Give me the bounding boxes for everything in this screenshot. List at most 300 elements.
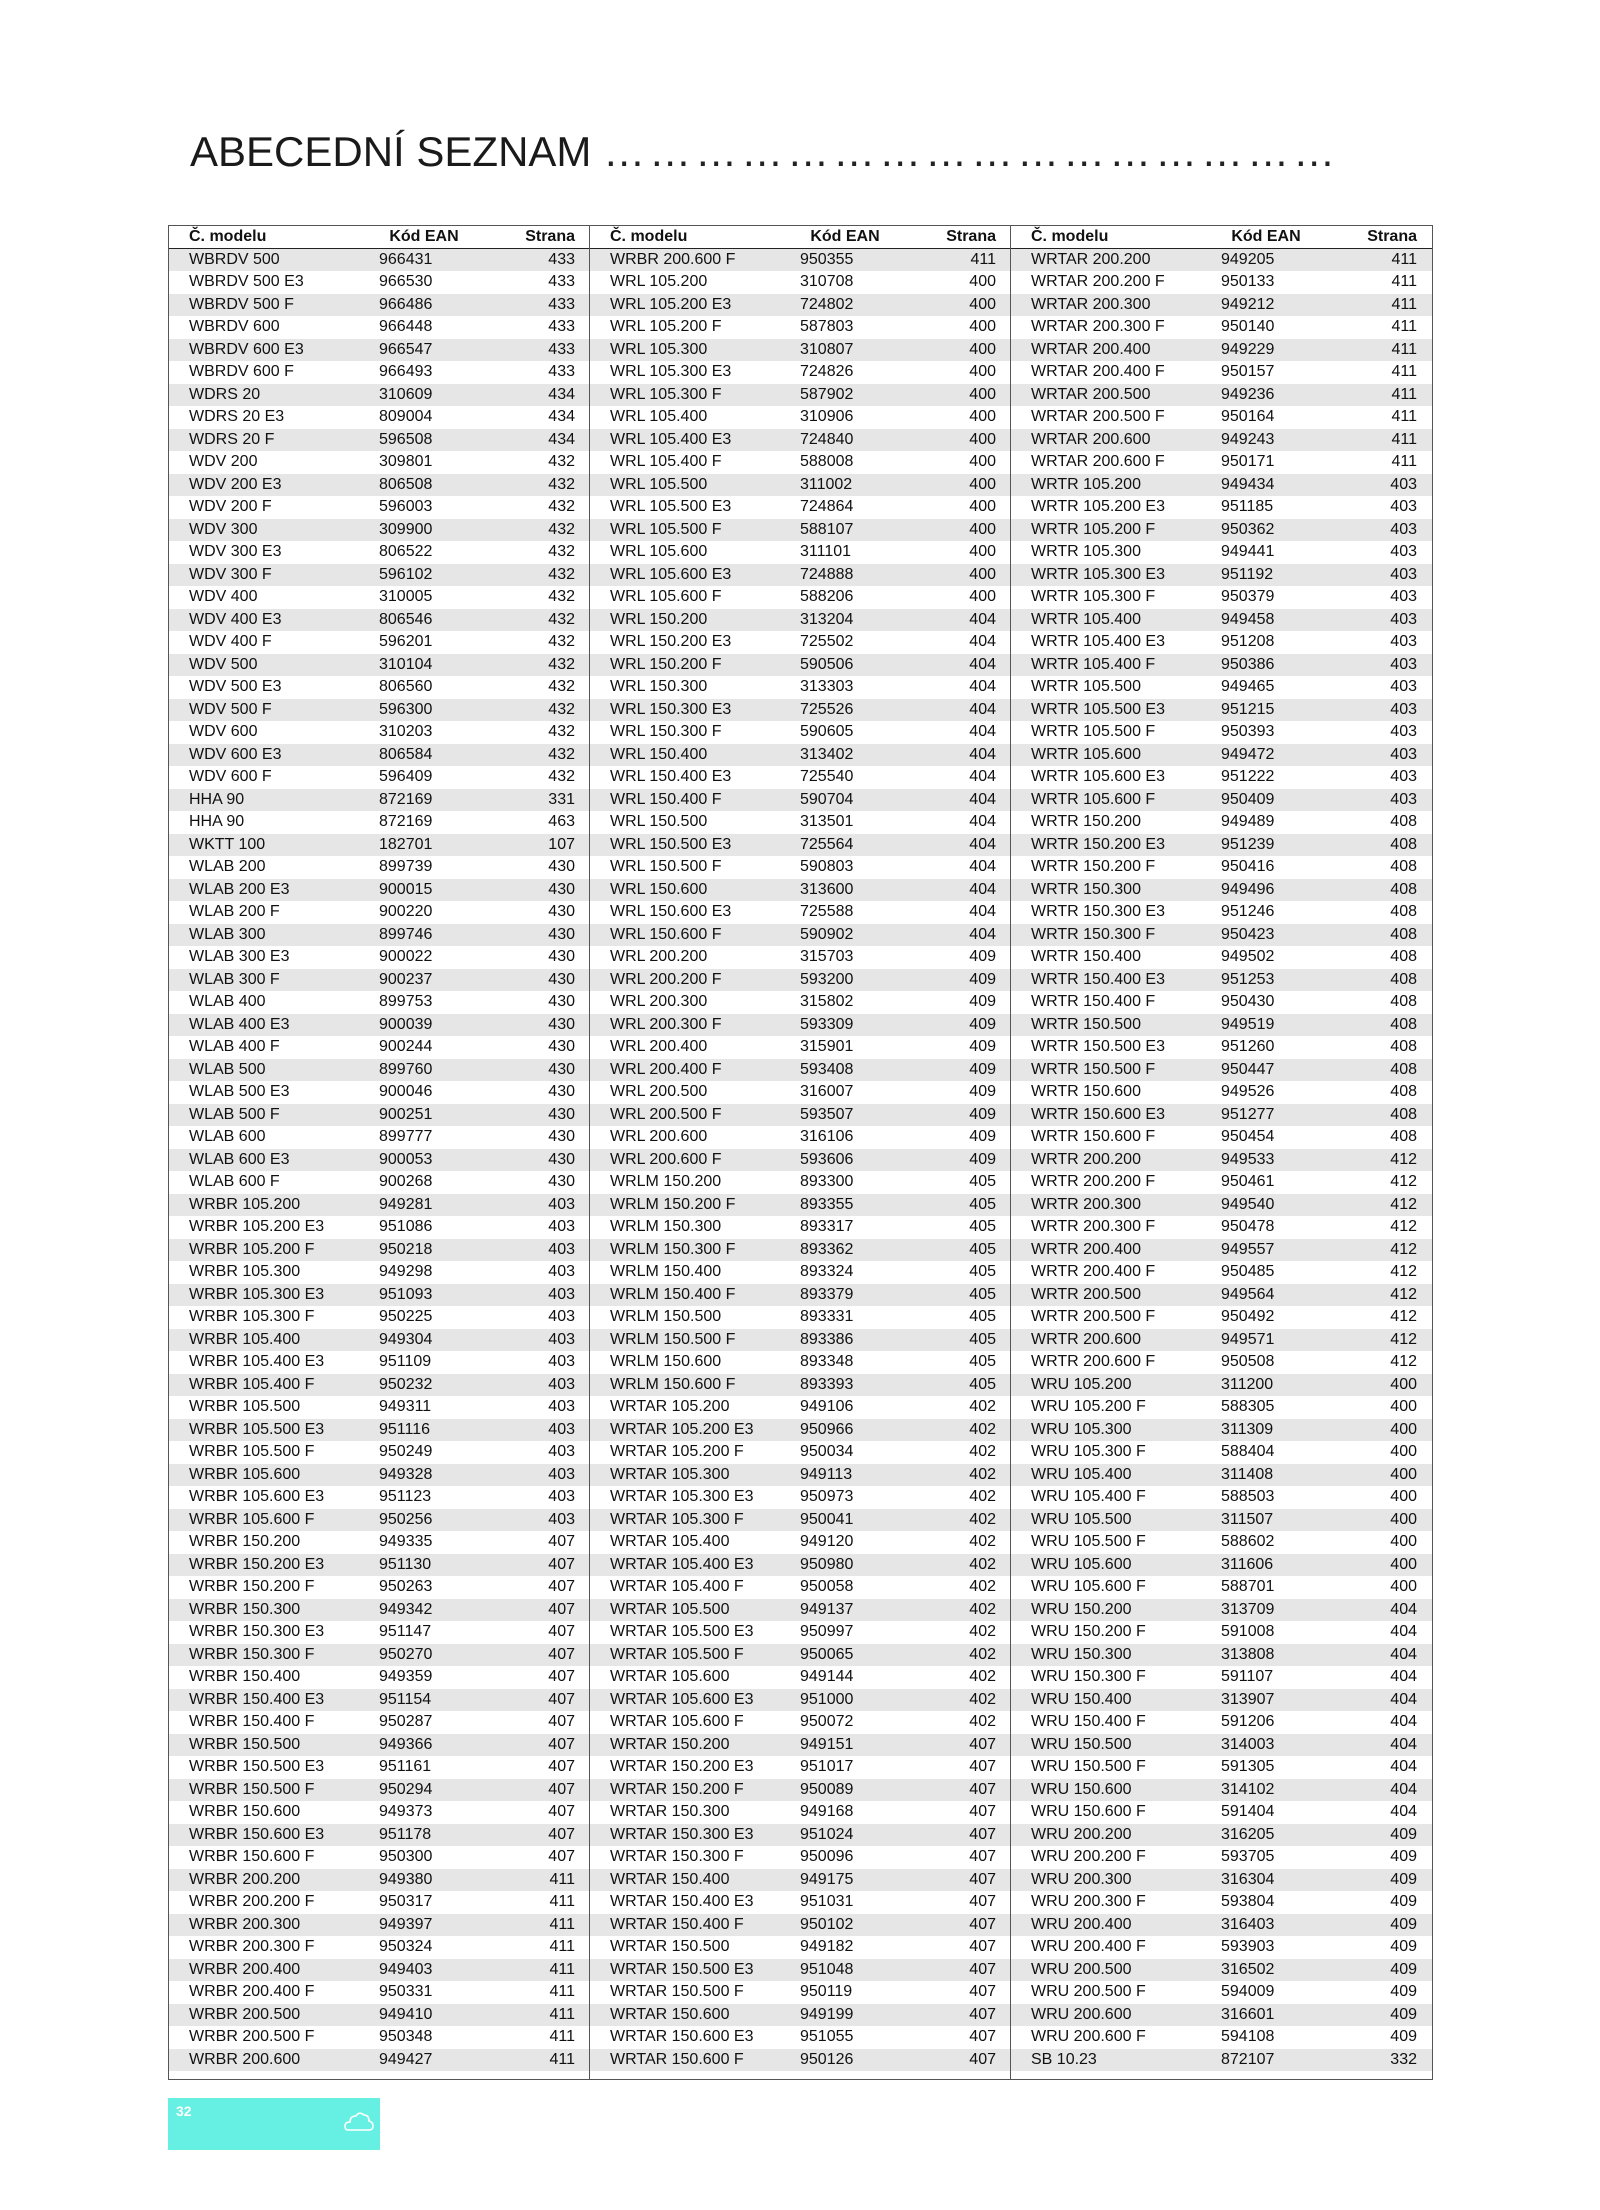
model-cell: WRBR 200.500 F — [189, 2028, 315, 2045]
table-row — [1011, 946, 1432, 969]
table-row — [1011, 631, 1432, 654]
table-row — [169, 1756, 589, 1779]
ean-cell: 949557 — [1221, 1240, 1275, 1258]
header-page: Strana — [946, 228, 996, 245]
model-cell: WRU 150.500 F — [1031, 1758, 1146, 1775]
table-row — [1011, 1756, 1432, 1779]
ean-cell: 724826 — [800, 363, 854, 380]
footer-bar — [168, 2098, 380, 2150]
model-cell: WRBR 105.600 F — [189, 1510, 315, 1528]
ean-cell: 949496 — [1221, 880, 1275, 898]
ean-cell: 893348 — [800, 1353, 854, 1370]
page-cell: 409 — [1390, 1825, 1417, 1843]
table-row — [169, 1801, 589, 1824]
model-cell: WDV 300 — [189, 520, 258, 538]
column-header — [169, 226, 589, 249]
table-row — [590, 2004, 1010, 2027]
table-row — [169, 1869, 589, 1892]
page-cell: 403 — [1390, 610, 1417, 628]
page-cell: 433 — [548, 318, 575, 335]
page-cell: 402 — [969, 1668, 996, 1685]
page-cell: 404 — [1390, 1735, 1417, 1753]
ean-cell: 724840 — [800, 430, 854, 448]
table-row — [169, 1689, 589, 1712]
page-cell: 404 — [969, 633, 996, 650]
table-row — [1011, 744, 1432, 767]
table-row — [169, 856, 589, 879]
table-row — [169, 1014, 589, 1037]
ean-cell: 806546 — [379, 610, 433, 628]
ean-cell: 949106 — [800, 1398, 854, 1415]
table-row — [169, 586, 589, 609]
page-cell: 407 — [548, 1555, 575, 1573]
table-row — [1011, 856, 1432, 879]
model-cell: WRBR 150.300 — [189, 1600, 301, 1618]
page-cell: 430 — [548, 1128, 575, 1145]
page-cell: 407 — [969, 2005, 996, 2023]
page-cell: 332 — [1390, 2050, 1417, 2068]
ean-cell: 314102 — [1221, 1780, 1275, 1798]
ean-cell: 950058 — [800, 1578, 854, 1595]
page-cell: 411 — [549, 1983, 575, 2000]
page-cell: 403 — [1390, 768, 1417, 785]
ean-cell: 950287 — [379, 1713, 433, 1730]
page-cell: 432 — [548, 633, 575, 650]
ean-cell: 951130 — [379, 1555, 432, 1573]
model-cell: WRTAR 150.400 E3 — [610, 1893, 754, 1910]
model-cell: WRTAR 105.500 F — [610, 1645, 744, 1663]
model-cell: WRTR 200.200 F — [1031, 1173, 1156, 1190]
model-cell: WRBR 200.600 — [189, 2050, 301, 2068]
ean-cell: 951116 — [379, 1420, 431, 1438]
model-cell: WRU 150.400 — [1031, 1690, 1132, 1708]
page-cell: 400 — [969, 295, 996, 313]
page-cell: 404 — [1390, 1758, 1417, 1775]
ean-cell: 316601 — [1221, 2005, 1275, 2023]
page-cell: 433 — [548, 295, 575, 313]
table-row — [590, 1374, 1010, 1397]
ean-cell: 588206 — [800, 588, 854, 605]
ean-cell: 893317 — [800, 1218, 854, 1235]
ean-cell: 950171 — [1221, 453, 1275, 470]
table-row — [1011, 991, 1432, 1014]
page-cell: 107 — [548, 835, 575, 853]
page-cell: 407 — [969, 1825, 996, 1843]
model-cell: WRTAR 200.200 — [1031, 250, 1151, 268]
page-cell: 404 — [1390, 1668, 1417, 1685]
page-cell: 433 — [548, 340, 575, 358]
table-row — [590, 856, 1010, 879]
page-cell: 409 — [969, 993, 996, 1010]
table-row — [590, 676, 1010, 699]
table-row — [590, 496, 1010, 519]
table-row — [169, 676, 589, 699]
ean-cell: 951048 — [800, 1960, 854, 1978]
ean-cell: 313204 — [800, 610, 854, 628]
model-cell: WRTR 150.300 F — [1031, 925, 1156, 943]
table-row — [169, 699, 589, 722]
table-row — [169, 1419, 589, 1442]
table-row — [169, 1509, 589, 1532]
model-cell: WRTR 200.500 F — [1031, 1308, 1156, 1325]
table-row — [590, 1599, 1010, 1622]
table-row — [590, 1486, 1010, 1509]
page-cell: 409 — [969, 970, 996, 988]
page-cell: 403 — [1390, 475, 1417, 493]
page-cell: 404 — [969, 880, 996, 898]
ean-cell: 596508 — [379, 430, 433, 448]
model-cell: WRTR 150.600 E3 — [1031, 1105, 1165, 1123]
table-row — [1011, 699, 1432, 722]
model-cell: WDV 500 F — [189, 700, 272, 718]
table-row — [590, 271, 1010, 294]
header-model: Č. modelu — [610, 228, 688, 245]
model-cell: WRBR 105.400 F — [189, 1375, 315, 1393]
ean-cell: 950362 — [1221, 520, 1275, 538]
page-cell: 403 — [548, 1420, 575, 1438]
table-row — [169, 1554, 589, 1577]
table-row — [590, 1351, 1010, 1374]
ean-cell: 949298 — [379, 1263, 433, 1280]
ean-cell: 950294 — [379, 1780, 433, 1798]
model-cell: WRL 200.200 F — [610, 970, 722, 988]
table-row — [590, 339, 1010, 362]
model-cell: WRTAR 150.300 E3 — [610, 1825, 754, 1843]
page-cell: 407 — [969, 1780, 996, 1798]
index-column — [590, 226, 1011, 2079]
page-cell: 409 — [969, 1150, 996, 1168]
model-cell: WRTAR 105.500 E3 — [610, 1623, 754, 1640]
model-cell: WBRDV 600 — [189, 318, 280, 335]
model-cell: WRL 105.600 — [610, 543, 708, 560]
table-row — [169, 1936, 589, 1959]
table-row — [169, 361, 589, 384]
page-cell: 404 — [1390, 1713, 1417, 1730]
page-cell: 407 — [548, 1645, 575, 1663]
ean-cell: 950478 — [1221, 1218, 1275, 1235]
table-row — [590, 316, 1010, 339]
table-row — [169, 1891, 589, 1914]
ean-cell: 950164 — [1221, 408, 1275, 425]
table-row — [169, 1441, 589, 1464]
model-cell: WDV 500 — [189, 655, 258, 673]
table-row — [590, 2026, 1010, 2049]
table-row — [1011, 1891, 1432, 1914]
ean-cell: 949533 — [1221, 1150, 1275, 1168]
ean-cell: 893393 — [800, 1375, 854, 1393]
page-cell: 400 — [1390, 1420, 1417, 1438]
column-body — [590, 249, 1010, 2072]
ean-cell: 593309 — [800, 1015, 854, 1033]
ean-cell: 951215 — [1221, 700, 1275, 718]
table-row — [1011, 1644, 1432, 1667]
table-row — [169, 1599, 589, 1622]
model-cell: WRL 200.400 — [610, 1038, 708, 1055]
page-cell: 400 — [969, 385, 996, 403]
model-cell: WRTR 105.300 E3 — [1031, 565, 1165, 583]
ean-cell: 949564 — [1221, 1285, 1275, 1303]
model-cell: WDV 300 E3 — [189, 543, 282, 560]
model-cell: WRTR 150.300 — [1031, 880, 1141, 898]
model-cell: WDV 200 — [189, 453, 258, 470]
page-cell: 411 — [549, 2005, 575, 2023]
model-cell: WRTAR 105.200 F — [610, 1443, 744, 1460]
table-row — [1011, 789, 1432, 812]
model-cell: WRBR 150.600 E3 — [189, 1825, 325, 1843]
ean-cell: 315901 — [800, 1038, 854, 1055]
page-cell: 430 — [548, 1150, 575, 1168]
ean-cell: 949502 — [1221, 948, 1275, 965]
table-row — [169, 1914, 589, 1937]
page-cell: 405 — [969, 1285, 996, 1303]
page-cell: 400 — [969, 543, 996, 560]
page-cell: 331 — [548, 790, 575, 808]
table-row — [590, 1959, 1010, 1982]
ean-cell: 311002 — [800, 475, 853, 493]
ean-cell: 182701 — [379, 835, 433, 853]
page-cell: 409 — [1390, 1870, 1417, 1888]
ean-cell: 310807 — [800, 340, 854, 358]
model-cell: WRU 200.300 — [1031, 1870, 1132, 1888]
page-cell: 408 — [1390, 813, 1417, 830]
ean-cell: 966448 — [379, 318, 433, 335]
table-row — [590, 1149, 1010, 1172]
page-cell: 400 — [969, 273, 996, 290]
page-cell: 432 — [548, 498, 575, 515]
ean-cell: 900015 — [379, 880, 433, 898]
ean-cell: 594108 — [1221, 2028, 1275, 2045]
page-cell: 404 — [969, 768, 996, 785]
ean-cell: 950256 — [379, 1510, 433, 1528]
model-cell: WRBR 105.200 E3 — [189, 1218, 325, 1235]
table-row — [590, 879, 1010, 902]
ean-cell: 314003 — [1221, 1735, 1275, 1753]
ean-cell: 310609 — [379, 385, 433, 403]
ean-cell: 309801 — [379, 453, 433, 470]
ean-cell: 806560 — [379, 678, 433, 695]
ean-cell: 966431 — [379, 250, 433, 268]
model-cell: WRL 200.400 F — [610, 1060, 722, 1078]
page-cell: 430 — [548, 925, 575, 943]
model-cell: WLAB 500 F — [189, 1105, 280, 1123]
ean-cell: 900053 — [379, 1150, 433, 1168]
ean-cell: 310104 — [379, 655, 433, 673]
ean-cell: 591206 — [1221, 1713, 1275, 1730]
page-cell: 407 — [548, 1735, 575, 1753]
table-row — [590, 901, 1010, 924]
model-cell: WRU 200.300 F — [1031, 1893, 1146, 1910]
header-page: Strana — [1367, 228, 1417, 245]
table-row — [590, 1711, 1010, 1734]
table-row — [590, 294, 1010, 317]
ean-cell: 949175 — [800, 1870, 854, 1888]
table-row — [1011, 1711, 1432, 1734]
model-cell: WRBR 105.500 F — [189, 1443, 315, 1460]
ean-cell: 949120 — [800, 1533, 854, 1550]
page-cell: 433 — [548, 363, 575, 380]
page-cell: 408 — [1390, 1038, 1417, 1055]
model-cell: WRBR 150.500 E3 — [189, 1758, 325, 1775]
page-cell: 407 — [548, 1600, 575, 1618]
page-cell: 407 — [969, 1870, 996, 1888]
model-cell: WRTAR 200.400 — [1031, 340, 1151, 358]
table-row — [1011, 1126, 1432, 1149]
model-cell: WRTAR 105.300 — [610, 1465, 730, 1483]
ean-cell: 950485 — [1221, 1263, 1275, 1280]
header-model: Č. modelu — [189, 228, 267, 245]
model-cell: WDV 200 F — [189, 498, 272, 515]
table-row — [169, 406, 589, 429]
ean-cell: 316403 — [1221, 1915, 1275, 1933]
page-cell: 407 — [969, 1938, 996, 1955]
table-row — [169, 429, 589, 452]
model-cell: WDRS 20 E3 — [189, 408, 285, 425]
index-table — [168, 225, 1433, 2080]
page-cell: 403 — [1390, 678, 1417, 695]
page-cell: 402 — [969, 1465, 996, 1483]
table-row — [1011, 654, 1432, 677]
ean-cell: 590902 — [800, 925, 854, 943]
page-cell: 434 — [548, 430, 575, 448]
table-row — [590, 1441, 1010, 1464]
page-cell: 433 — [548, 273, 575, 290]
ean-cell: 311200 — [1221, 1375, 1274, 1393]
page-cell: 403 — [548, 1510, 575, 1528]
ean-cell: 596201 — [379, 633, 433, 650]
model-cell: WRL 150.300 F — [610, 723, 722, 740]
page-cell: 402 — [969, 1645, 996, 1663]
model-cell: WRU 150.500 — [1031, 1735, 1132, 1753]
ean-cell: 949335 — [379, 1533, 433, 1550]
model-cell: WRBR 105.300 — [189, 1263, 301, 1280]
table-row — [169, 1149, 589, 1172]
ean-cell: 951178 — [379, 1825, 432, 1843]
model-cell: WDV 600 E3 — [189, 745, 282, 763]
ean-cell: 949373 — [379, 1803, 433, 1820]
table-row — [169, 609, 589, 632]
model-cell: WRU 150.200 F — [1031, 1623, 1146, 1640]
page-cell: 400 — [1390, 1398, 1417, 1415]
table-row — [169, 2004, 589, 2027]
model-cell: WRTR 150.600 F — [1031, 1128, 1156, 1145]
page-cell: 405 — [969, 1263, 996, 1280]
ean-cell: 949113 — [800, 1465, 853, 1483]
ean-cell: 593705 — [1221, 1848, 1275, 1865]
table-row — [590, 699, 1010, 722]
model-cell: WRTAR 200.300 F — [1031, 318, 1165, 335]
model-cell: WRU 105.300 F — [1031, 1443, 1146, 1460]
ean-cell: 900251 — [379, 1105, 433, 1123]
ean-cell: 588008 — [800, 453, 854, 470]
ean-cell: 950034 — [800, 1443, 854, 1460]
table-row — [1011, 879, 1432, 902]
page-cell: 408 — [1390, 1083, 1417, 1100]
page-cell: 400 — [969, 498, 996, 515]
model-cell: WRTAR 150.600 E3 — [610, 2028, 754, 2045]
page-cell: 408 — [1390, 880, 1417, 898]
model-cell: WRU 105.500 — [1031, 1510, 1132, 1528]
model-cell: WRTR 150.300 E3 — [1031, 903, 1165, 920]
table-row — [169, 1126, 589, 1149]
model-cell: WDV 500 E3 — [189, 678, 282, 695]
ean-cell: 950133 — [1221, 273, 1275, 290]
ean-cell: 951086 — [379, 1218, 433, 1235]
ean-cell: 724802 — [800, 295, 854, 313]
model-cell: WLAB 400 E3 — [189, 1015, 290, 1033]
table-row — [169, 924, 589, 947]
ean-cell: 951185 — [1221, 498, 1274, 515]
model-cell: WBRDV 500 — [189, 250, 280, 268]
model-cell: WRTR 150.500 — [1031, 1015, 1141, 1033]
ean-cell: 950102 — [800, 1915, 854, 1933]
page-cell: 403 — [548, 1443, 575, 1460]
model-cell: WRTR 105.500 F — [1031, 723, 1156, 740]
ean-cell: 893300 — [800, 1173, 854, 1190]
table-row — [169, 1779, 589, 1802]
page-cell: 407 — [969, 1758, 996, 1775]
model-cell: WRTR 105.200 F — [1031, 520, 1156, 538]
model-cell: WRL 150.200 — [610, 610, 708, 628]
ean-cell: 951154 — [379, 1690, 432, 1708]
model-cell: WRL 105.200 E3 — [610, 295, 732, 313]
page-cell: 411 — [1391, 430, 1417, 448]
model-cell: WRL 105.300 E3 — [610, 363, 732, 380]
table-row — [1011, 1171, 1432, 1194]
ean-cell: 596102 — [379, 565, 433, 583]
model-cell: WRU 150.300 — [1031, 1645, 1132, 1663]
ean-cell: 949359 — [379, 1668, 433, 1685]
ean-cell: 949526 — [1221, 1083, 1275, 1100]
model-cell: WRL 150.400 — [610, 745, 708, 763]
page-cell: 411 — [1391, 273, 1417, 290]
model-cell: WRU 150.300 F — [1031, 1668, 1146, 1685]
ean-cell: 315703 — [800, 948, 854, 965]
ean-cell: 950041 — [800, 1510, 854, 1528]
table-row — [169, 2049, 589, 2072]
ean-cell: 950270 — [379, 1645, 433, 1663]
table-row — [1011, 1621, 1432, 1644]
page-cell: 432 — [548, 655, 575, 673]
table-row — [1011, 811, 1432, 834]
model-cell: WRBR 150.400 — [189, 1668, 301, 1685]
model-cell: WRTR 200.600 F — [1031, 1353, 1156, 1370]
page-cell: 403 — [1390, 745, 1417, 763]
page-cell: 408 — [1390, 903, 1417, 920]
table-row — [169, 1959, 589, 1982]
page-cell: 432 — [548, 565, 575, 583]
page-cell: 400 — [969, 363, 996, 380]
ean-cell: 950331 — [379, 1983, 433, 2000]
table-row — [169, 1059, 589, 1082]
model-cell: WRL 150.500 E3 — [610, 835, 732, 853]
table-row — [1011, 1531, 1432, 1554]
page-cell: 404 — [1390, 1623, 1417, 1640]
ean-cell: 950263 — [379, 1578, 433, 1595]
model-cell: WRTR 200.600 — [1031, 1330, 1141, 1348]
model-cell: WRBR 200.400 F — [189, 1983, 315, 2000]
page-cell: 402 — [969, 1533, 996, 1550]
table-row — [1011, 1441, 1432, 1464]
page-cell: 409 — [969, 1128, 996, 1145]
page-cell: 409 — [969, 1015, 996, 1033]
table-row — [1011, 1689, 1432, 1712]
ean-cell: 588602 — [1221, 1533, 1275, 1550]
ean-cell: 313709 — [1221, 1600, 1275, 1618]
ean-cell: 893324 — [800, 1263, 854, 1280]
table-row — [169, 316, 589, 339]
ean-cell: 596409 — [379, 768, 433, 785]
model-cell: WRTAR 150.500 — [610, 1938, 730, 1955]
